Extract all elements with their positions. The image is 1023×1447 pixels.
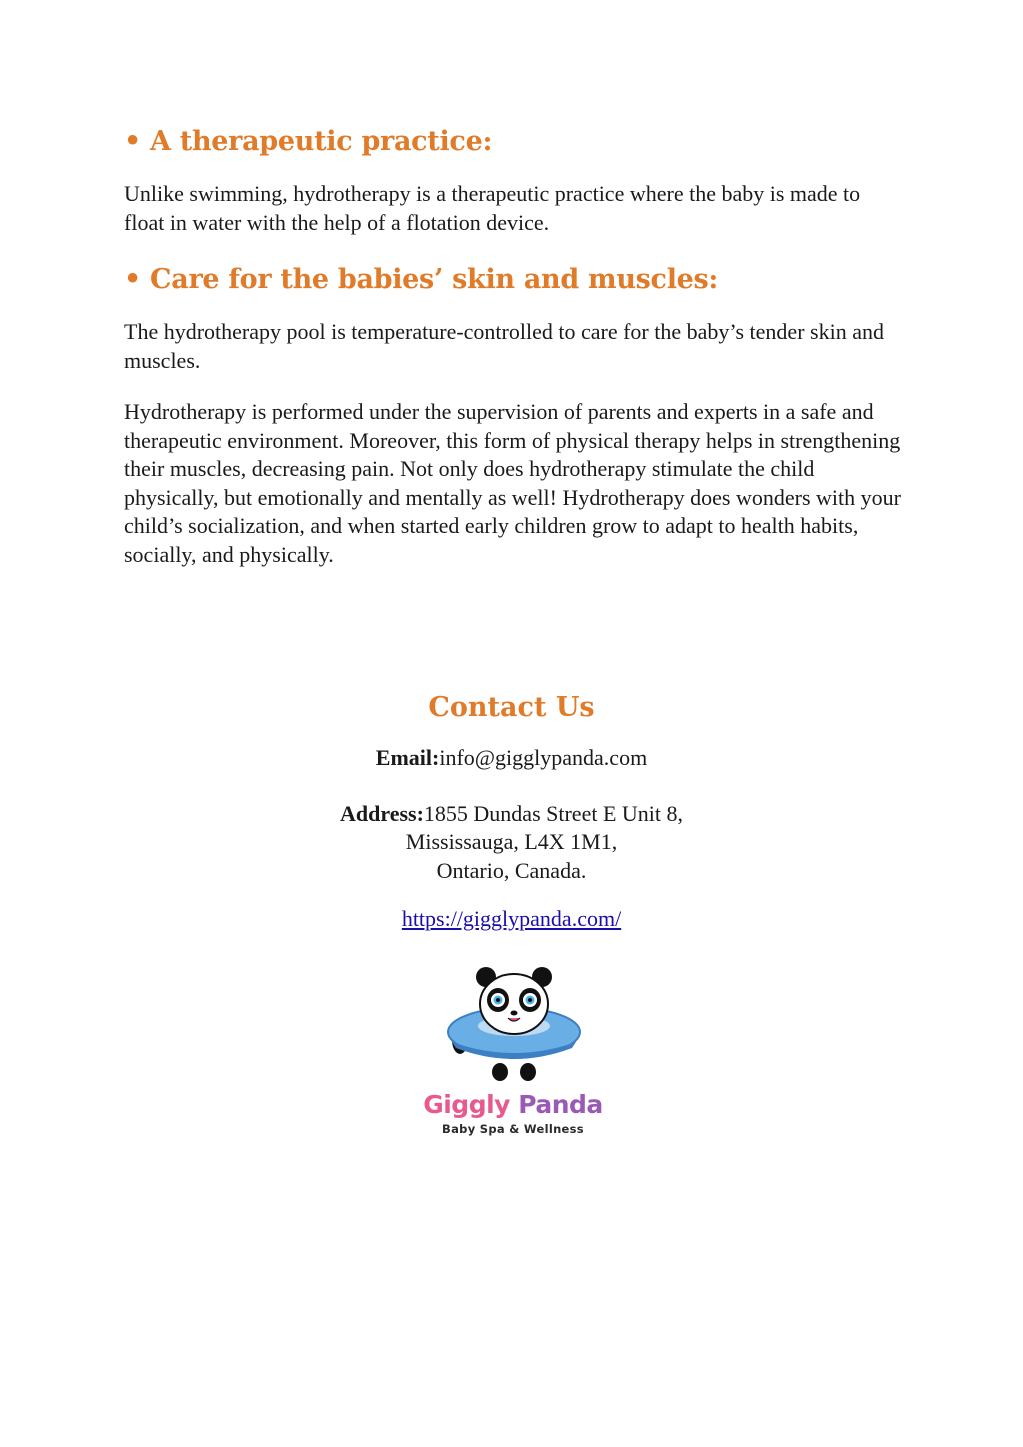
address-line-2: Mississauga, L4X 1M1,: [405, 829, 618, 854]
panda-icon: [418, 962, 608, 1087]
giggly-panda-logo: [418, 962, 608, 1147]
main-content: [124, 122, 904, 592]
address-label: Address:: [339, 800, 424, 826]
section-heading: • A therapeutic practice:: [124, 126, 493, 157]
contact-section: [0, 688, 1023, 934]
section-skin-and-muscles: [124, 260, 904, 569]
section-heading: • Care for the babies’ skin and muscles:: [124, 264, 719, 295]
section-paragraph: The hydrotherapy pool is temperature-controlled to care for the baby’s tender skin and muscles.: [124, 319, 884, 373]
email-line: [0, 744, 1023, 773]
logo-word-giggly: Giggly: [423, 1090, 510, 1119]
logo-word-panda: Panda: [518, 1090, 603, 1119]
logo-wordmark: [418, 1090, 608, 1120]
address-line-1: [0, 800, 1023, 829]
section-paragraph: Hydrotherapy is performed under the supervision of parents and experts in a safe and therapeutic environment. Moreover, this form of physical therapy helps in strengthening their muscles, decreasing pain. Not only does hydrotherapy stimulate the child physically, but emotionally and mentally as well! Hydrotherapy does wonders with your child’s socialization, and when started early children grow to adapt to health habits, socially, and physically.: [124, 399, 901, 567]
section-therapeutic-practice: [124, 122, 904, 237]
website-line: [0, 905, 1023, 934]
address-line-3: Ontario, Canada.: [436, 857, 587, 883]
logo-tagline: Baby Spa & Wellness: [442, 1122, 584, 1136]
email-value: info@gigglypanda.com: [439, 745, 648, 770]
address-street: 1855 Dundas Street E Unit 8,: [423, 800, 684, 826]
section-paragraph: Unlike swimming, hydrotherapy is a therapeutic practice where the baby is made to float in water with the help of a flotation device.: [124, 181, 861, 235]
email-label: Email:: [375, 745, 440, 770]
contact-title: Contact Us: [428, 692, 595, 723]
website-link[interactable]: https://gigglypanda.com/: [401, 906, 622, 931]
